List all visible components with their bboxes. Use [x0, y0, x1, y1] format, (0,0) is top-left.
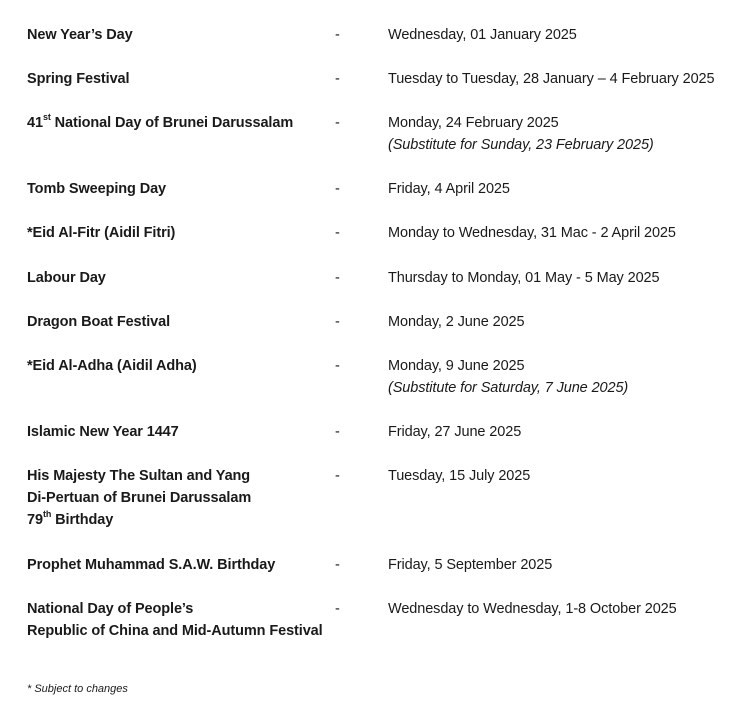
footnote: * Subject to changes	[27, 683, 128, 695]
holiday-date: Monday, 2 June 2025	[388, 314, 525, 330]
holiday-date: Wednesday to Wednesday, 1-8 October 2025	[388, 601, 677, 617]
holiday-name: *Eid Al-Adha (Aidil Adha)	[27, 358, 197, 374]
holiday-date: Wednesday, 01 January 2025	[388, 27, 577, 43]
holiday-name: Labour Day	[27, 270, 106, 286]
holiday-name: His Majesty The Sultan and Yang Di-Pertuan of Brunei Darussalam 79th Birthday	[27, 468, 252, 528]
separator-dash: -	[335, 601, 340, 617]
holiday-name: New Year’s Day	[27, 27, 133, 43]
substitute-note: (Substitute for Saturday, 7 June 2025)	[388, 380, 629, 396]
separator-dash: -	[335, 181, 340, 197]
separator-dash: -	[335, 270, 340, 286]
holiday-date: Tuesday, 15 July 2025	[388, 468, 531, 484]
separator-dash: -	[335, 468, 340, 484]
separator-dash: -	[335, 424, 340, 440]
separator-dash: -	[335, 557, 340, 573]
holiday-name: Dragon Boat Festival	[27, 314, 171, 330]
separator-dash: -	[335, 115, 340, 131]
separator-dash: -	[335, 27, 340, 43]
holiday-date: Friday, 5 September 2025	[388, 557, 553, 573]
separator-dash: -	[335, 225, 340, 241]
holiday-date: Thursday to Monday, 01 May - 5 May 2025	[388, 270, 660, 286]
holiday-date: Friday, 4 April 2025	[388, 181, 510, 197]
holiday-date: Monday to Wednesday, 31 Mac - 2 April 2025	[388, 225, 676, 241]
holiday-date: Monday, 9 June 2025 (Substitute for Saturday, 7 June 2025)	[388, 355, 748, 399]
separator-dash: -	[335, 314, 340, 330]
holiday-name: Tomb Sweeping Day	[27, 181, 167, 197]
holiday-date: Friday, 27 June 2025	[388, 424, 522, 440]
holiday-name: 41st National Day of Brunei Darussalam	[27, 112, 294, 131]
separator-dash: -	[335, 71, 340, 87]
holiday-name: *Eid Al-Fitr (Aidil Fitri)	[27, 225, 176, 241]
holiday-date: Monday, 24 February 2025 (Substitute for Sunday, 23 February 2025)	[388, 112, 748, 156]
holiday-name: Islamic New Year 1447	[27, 424, 179, 440]
holiday-date: Tuesday to Tuesday, 28 January – 4 February 2025	[388, 71, 715, 87]
holiday-name: Prophet Muhammad S.A.W. Birthday	[27, 557, 276, 573]
substitute-note: (Substitute for Sunday, 23 February 2025)	[388, 137, 654, 153]
holiday-name: Spring Festival	[27, 71, 130, 87]
separator-dash: -	[335, 358, 340, 374]
holiday-name: National Day of People’s Republic of China and Mid-Autumn Festival	[27, 601, 323, 639]
